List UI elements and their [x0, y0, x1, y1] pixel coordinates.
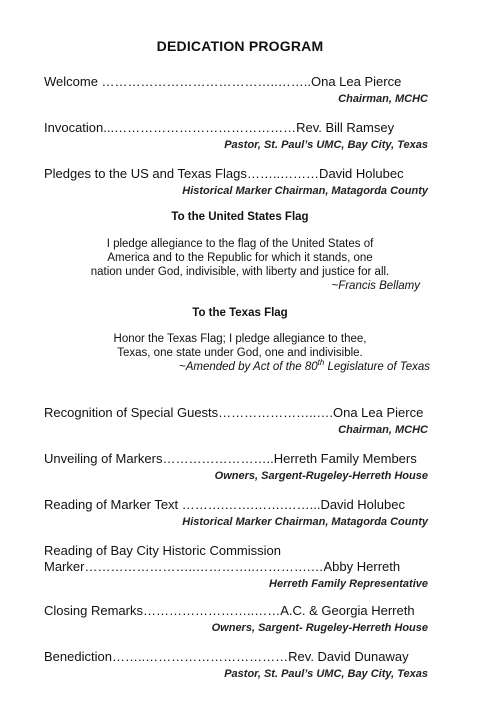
us-pledge-line-3: nation under God, indivisible, with liberty and justice for all. — [90, 266, 390, 278]
item-invocation: Invocation...……………………………………Rev. Bill Ramsey — [44, 120, 395, 135]
item-unveiling: Unveiling of Markers……………………..Herreth Family Members — [44, 451, 417, 466]
tx-pledge-attribution: ~Amended by Act of the 80th Legislature of Texas — [179, 358, 430, 373]
item-recognition-role: Chairman, MCHC — [338, 424, 428, 436]
item-recognition: Recognition of Special Guests…………………..….Ona Lea Pierce — [44, 405, 424, 420]
tx-pledge-line-1: Honor the Texas Flag; I pledge allegiance to thee, — [113, 333, 367, 345]
item-pledges: Pledges to the US and Texas Flags……..………David Holubec — [44, 166, 404, 181]
item-pledges-role: Historical Marker Chairman, Matagorda County — [182, 185, 428, 197]
item-reading-marker-text: Reading of Marker Text ……….…….…….……...David Holubec — [44, 497, 405, 512]
item-closing-remarks-role: Owners, Sargent- Rugeley-Herreth House — [211, 622, 428, 634]
program-title: DEDICATION PROGRAM — [156, 38, 324, 54]
us-flag-heading: To the United States Flag — [171, 211, 309, 223]
item-reading-commission-line-2: Marker……………………..…………..………….…Abby Herreth — [44, 559, 401, 574]
item-closing-remarks: Closing Remarks……………………..……A.C. & Georgia Herreth — [44, 603, 415, 618]
item-reading-commission-role: Herreth Family Representative — [269, 578, 428, 590]
item-invocation-role: Pastor, St. Paul’s UMC, Bay City, Texas — [224, 139, 428, 151]
item-unveiling-role: Owners, Sargent-Rugeley-Herreth House — [214, 470, 428, 482]
item-reading-commission-line-1: Reading of Bay City Historic Commission — [44, 543, 281, 558]
item-benediction-role: Pastor, St. Paul’s UMC, Bay City, Texas — [224, 668, 428, 680]
item-benediction: Benediction……..……………………………Rev. David Dunaway — [44, 649, 409, 664]
us-pledge-line-2: America and to the Republic for which it stands, one — [107, 252, 373, 264]
tx-flag-heading: To the Texas Flag — [192, 307, 288, 319]
us-pledge-attribution: ~Francis Bellamy — [331, 280, 420, 292]
us-pledge-line-1: I pledge allegiance to the flag of the United States of — [106, 238, 374, 250]
tx-pledge-line-2: Texas, one state under God, one and indivisible. — [117, 347, 363, 359]
item-welcome-role: Chairman, MCHC — [338, 93, 428, 105]
item-reading-marker-text-role: Historical Marker Chairman, Matagorda County — [182, 516, 428, 528]
item-welcome: Welcome …………………………………..……..Ona Lea Pierce — [44, 74, 402, 89]
